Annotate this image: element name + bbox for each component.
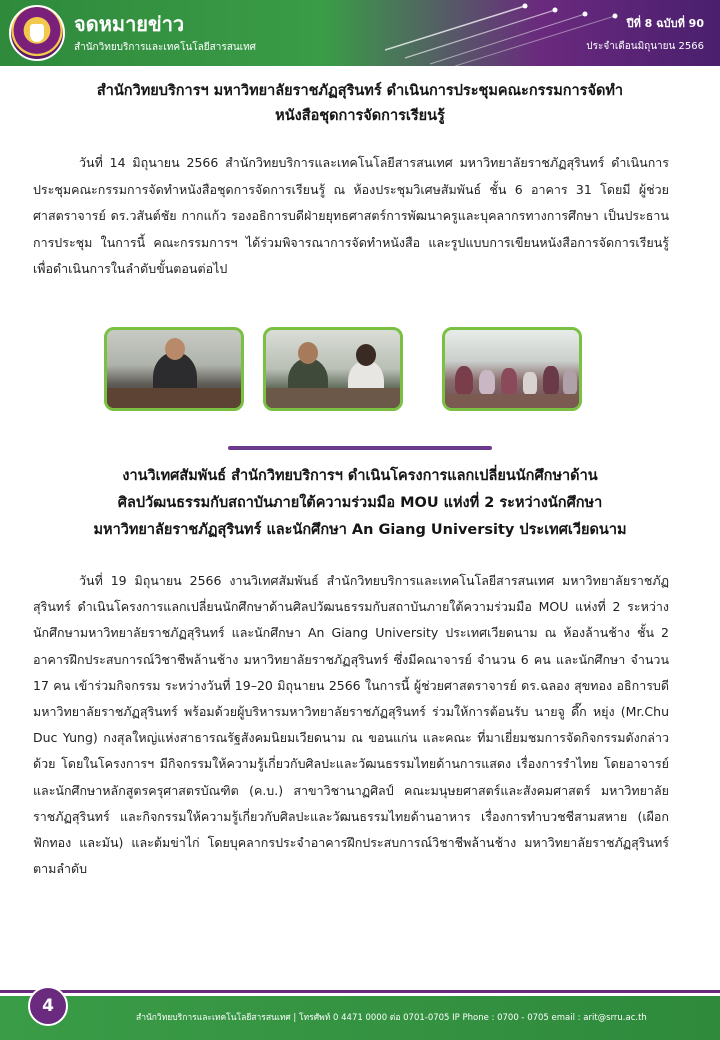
meeting-photo-3 <box>442 327 582 411</box>
footer-accent-line <box>0 990 720 993</box>
article2-headline-line1: งานวิเทศสัมพันธ์ สำนักวิทยบริการฯ ดำเนินโครงการแลกเปลี่ยนนักศึกษาด้าน <box>122 468 598 484</box>
newsletter-subtitle: สำนักวิทยบริการและเทคโนโลยีสารสนเทศ <box>74 42 257 53</box>
university-logo <box>9 5 65 61</box>
article1-headline-line1: สำนักวิทยบริการฯ มหาวิทยาลัยราชภัฏสุรินทร์ ดำเนินการประชุมคณะกรรมการจัดทำ <box>96 83 624 99</box>
footer-contact: สำนักวิทยบริการและเทคโนโลยีสารสนเทศ | โทรศัพท์ 0 4471 0000 ต่อ 0701-0705 IP Phone : 0700 - 0705 email : arit@srru.ac.th <box>136 1013 647 1023</box>
newsletter-title: จดหมายข่าว <box>74 12 185 36</box>
article1-body: วันที่ 14 มิถุนายน 2566 สำนักวิทยบริการและเทคโนโลยีสารสนเทศ มหาวิทยาลัยราชภัฏสุรินทร์ ดำเนินการประชุมคณะกรรมการจัดทำหนังสือชุดการจัดการเรียนรู้ ณ ห้องประชุมวิเศษสัมพันธ์ ชั้น 6 อาคาร 31 โดยมี ผู้ช่วยศาสตราจารย์ ดร.วสันต์ชัย กากแก้ว รองอธิการบดีฝ่ายยุทธศาสตร์การพัฒนาครูและบุคลากรทางการศึกษา เป็นประธานการประชุม ในการนี้ คณะกรรมการฯ ได้ร่วมพิจารณาการจัดทำหนังสือ และรูปแบบการเขียนหนังสือการจัดการเรียนรู้ เพื่อดำเนินการในลำดับขั้นตอนต่อไป <box>33 155 669 276</box>
meeting-photo-1 <box>104 327 244 411</box>
article2-body: วันที่ 19 มิถุนายน 2566 งานวิเทศสัมพันธ์ สำนักวิทยบริการและเทคโนโลยีสารสนเทศ มหาวิทยาลัยราชภัฏสุรินทร์ ดำเนินโครงการแลกเปลี่ยนนักศึกษาด้านศิลปวัฒนธรรมกับสถาบันภายใต้ความร่วมมือ MOU แห่งที่ 2 ระหว่างนักศึกษามหาวิทยาลัยราชภัฏสุรินทร์ และนักศึกษา An Giang University ประเทศเวียดนาม ณ ห้องล้านช้าง ชั้น 2 อาคารฝึกประสบการณ์วิชาชีพล้านช้าง มหาวิทยาลัยราชภัฏสุรินทร์ ซึ่งมีคณาจารย์ จำนวน 6 คน และนักศึกษา จำนวน 17 คน เข้าร่วมกิจกรรม ระหว่างวันที่ 19–20 มิถุนายน 2566 ในการนี้ ผู้ช่วยศาสตราจารย์ ดร.ฉลอง สุขทอง อธิการบดีมหาวิทยาลัยราชภัฏสุรินทร์ พร้อมด้วยผู้บริหารมหาวิทยาลัยราชภัฏสุรินทร์ ร่วมให้การต้อนรับ นายจู ดึ๊ก หยุ่ง (Mr.Chu Duc Yung) กงสุลใหญ่แห่งสาธารณรัฐสังคมนิยมเวียดนาม ณ ขอนแก่น และคณะ ที่มาเยี่ยมชมการจัดกิจกรรมดังกล่าวด้วย โดยในโครงการฯ มีกิจกรรมให้ความรู้เกี่ยวกับศิลปะและวัฒนธรรมไทยด้านการแสดง เรื่องการรำไทย โดยอาจารย์และนักศึกษาหลักสูตรครุศาสตรบัณฑิต (ค.บ.) สาขาวิชานาฏศิลป์ คณะมนุษยศาสตร์และสังคมศาสตร์ มหาวิทยาลัยราชภัฏสุรินทร์ และกิจกรรมให้ความรู้เกี่ยวกับศิลปะและวัฒนธรรมไทยด้านอาหาร เรื่องการทำบวชชีสามสหาย (เผือก ฟักทอง และมัน) และต้มข่าไก่ โดยบุคลากรประจำอาคารฝึกประสบการณ์วิชาชีพล้านช้าง มหาวิทยาลัยราชภัฏสุรินทร์ ตามลำดับ <box>33 573 669 877</box>
meeting-photo-2 <box>263 327 403 411</box>
page-number: 4 <box>28 986 68 1026</box>
article2-headline <box>0 463 720 544</box>
article1-headline <box>0 79 720 129</box>
section-divider <box>228 446 492 450</box>
article2-headline-line2: ศิลปวัฒนธรรมกับสถาบันภายใต้ความร่วมมือ MOU แห่งที่ 2 ระหว่างนักศึกษา <box>117 495 603 511</box>
issue-month: ประจำเดือนมิถุนายน 2566 <box>586 41 704 52</box>
issue-number: ปีที่ 8 ฉบับที่ 90 <box>626 17 704 30</box>
article2-headline-line3: มหาวิทยาลัยราชภัฏสุรินทร์ และนักศึกษา An Giang University ประเทศเวียดนาม <box>93 522 627 538</box>
decorative-stripes <box>385 0 645 66</box>
article1-headline-line2: หนังสือชุดการจัดการเรียนรู้ <box>275 108 445 124</box>
newsletter-header <box>0 0 720 66</box>
